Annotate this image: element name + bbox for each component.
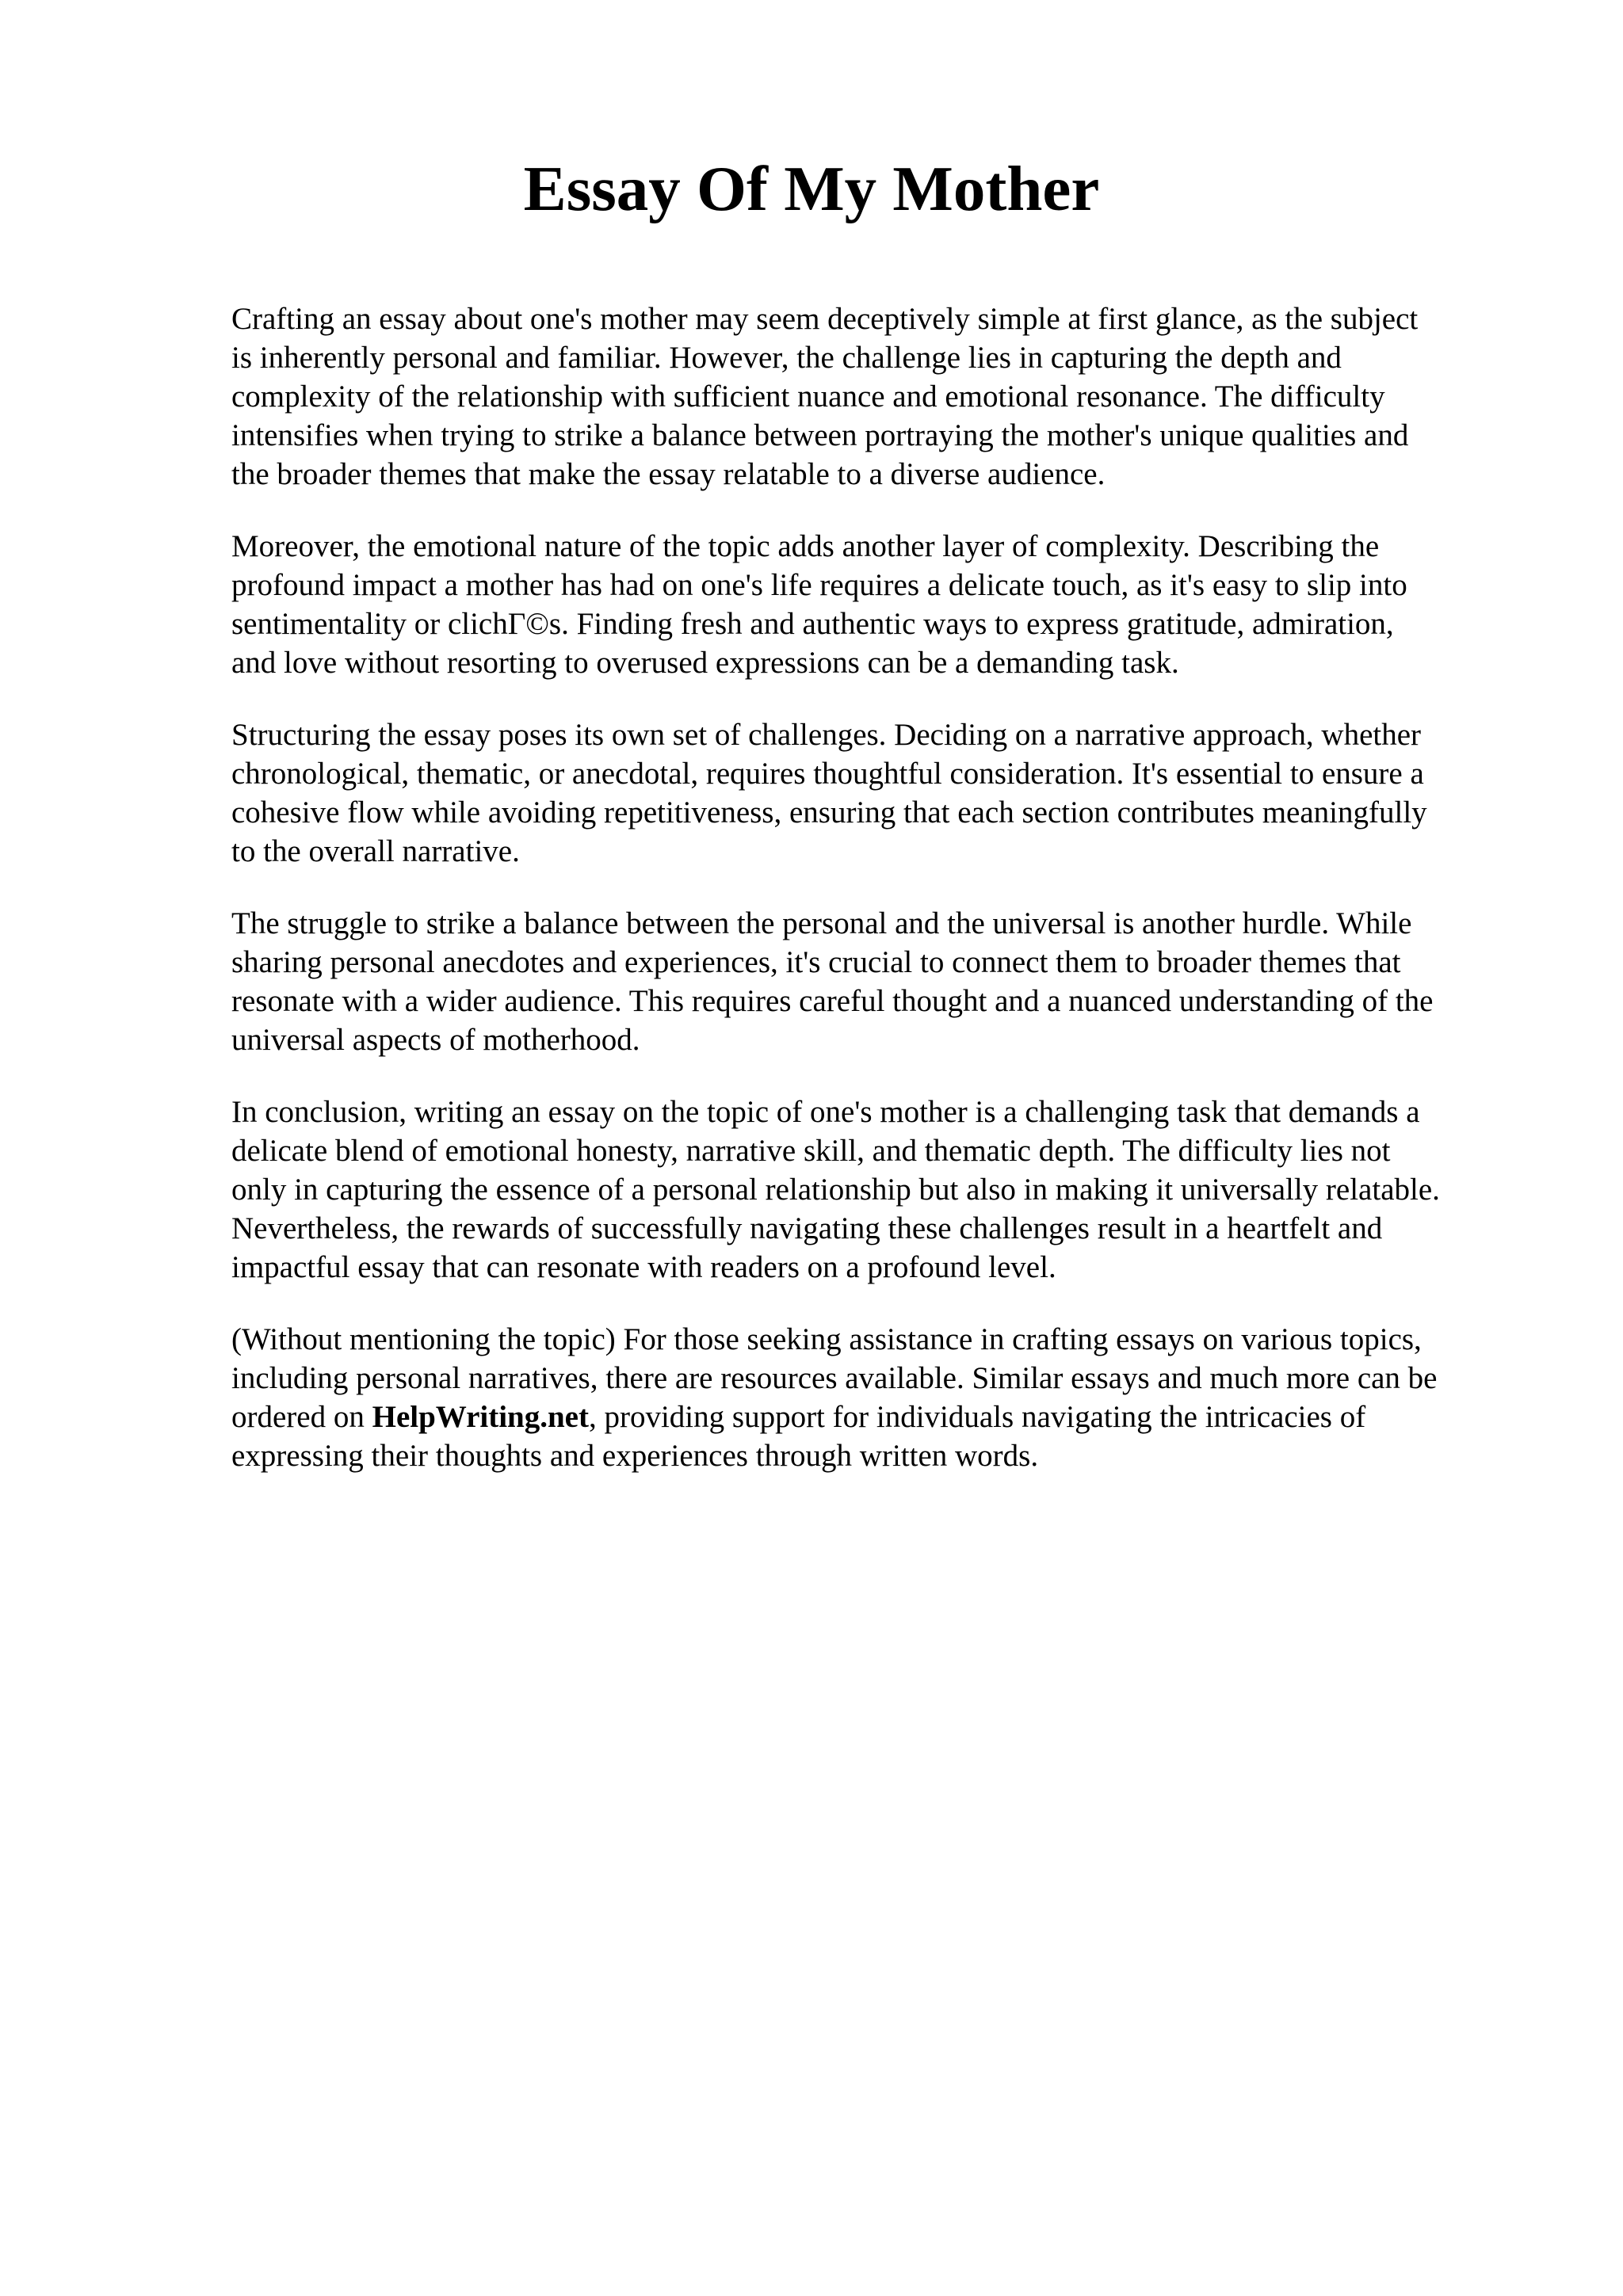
text-line: Structuring the essay poses its own set of challenges. Deciding on a narrative approach, whether — [231, 718, 1422, 752]
text-line: The struggle to strike a balance between the personal and the universal is another hurdle. While — [231, 906, 1412, 940]
text-line: Nevertheless, the rewards of successfully navigating these challenges result in a heartfelt and — [231, 1211, 1383, 1245]
text-line: sharing personal anecdotes and experiences, it's crucial to connect them to broader themes that — [231, 945, 1401, 979]
text-line: cohesive flow while avoiding repetitiveness, ensuring that each section contributes meaningfully — [231, 795, 1427, 830]
text-line: In conclusion, writing an essay on the topic of one's mother is a challenging task that demands a — [231, 1095, 1420, 1129]
text-line: the broader themes that make the essay relatable to a diverse audience. — [231, 457, 1106, 491]
paragraph-6 — [231, 1320, 1531, 1475]
text-line: profound impact a mother has had on one's life requires a delicate touch, as it's easy to slip into — [231, 568, 1407, 602]
paragraph-1 — [231, 299, 1531, 494]
text-line: resonate with a wider audience. This requires careful thought and a nuanced understanding of the — [231, 984, 1434, 1018]
text-line: universal aspects of motherhood. — [231, 1023, 640, 1057]
text-line: intensifies when trying to strike a balance between portraying the mother's unique qualities and — [231, 418, 1409, 452]
text-line: expressing their thoughts and experiences through written words. — [231, 1439, 1039, 1473]
text-line: Crafting an essay about one's mother may seem deceptively simple at first glance, as the subject — [231, 302, 1419, 336]
text-fragment: , providing support for individuals navigating the intricacies of — [588, 1400, 1366, 1434]
text-line: Moreover, the emotional nature of the topic adds another layer of complexity. Describing the — [231, 529, 1380, 563]
text-line: impactful essay that can resonate with readers on a profound level. — [231, 1250, 1056, 1284]
paragraph-3 — [231, 715, 1531, 871]
essay-body — [231, 299, 1531, 1508]
text-line: to the overall narrative. — [231, 834, 520, 868]
text-line-with-link — [231, 1398, 1531, 1436]
paragraph-5 — [231, 1093, 1531, 1287]
text-line: only in capturing the essence of a personal relationship but also in making it universally relatable. — [231, 1173, 1440, 1207]
text-line: is inherently personal and familiar. However, the challenge lies in capturing the depth and — [231, 341, 1342, 375]
text-line: chronological, thematic, or anecdotal, requires thoughtful consideration. It's essential to ensure a — [231, 757, 1424, 791]
text-line: (Without mentioning the topic) For those seeking assistance in crafting essays on various topics, — [231, 1322, 1422, 1356]
text-fragment: ordered on — [231, 1400, 372, 1434]
text-line: complexity of the relationship with sufficient nuance and emotional resonance. The difficulty — [231, 379, 1385, 414]
text-line: and love without resorting to overused expressions can be a demanding task. — [231, 646, 1179, 680]
helpwriting-link[interactable]: HelpWriting.net — [372, 1400, 589, 1434]
paragraph-2 — [231, 527, 1531, 682]
document-title: Essay Of My Mother — [523, 153, 1100, 224]
text-line: delicate blend of emotional honesty, narrative skill, and thematic depth. The difficulty lies not — [231, 1134, 1391, 1168]
paragraph-4 — [231, 904, 1531, 1059]
text-line: including personal narratives, there are resources available. Similar essays and much more can be — [231, 1361, 1438, 1395]
text-line: sentimentality or clichГ©s. Finding fresh and authentic ways to express gratitude, admiration, — [231, 607, 1394, 641]
